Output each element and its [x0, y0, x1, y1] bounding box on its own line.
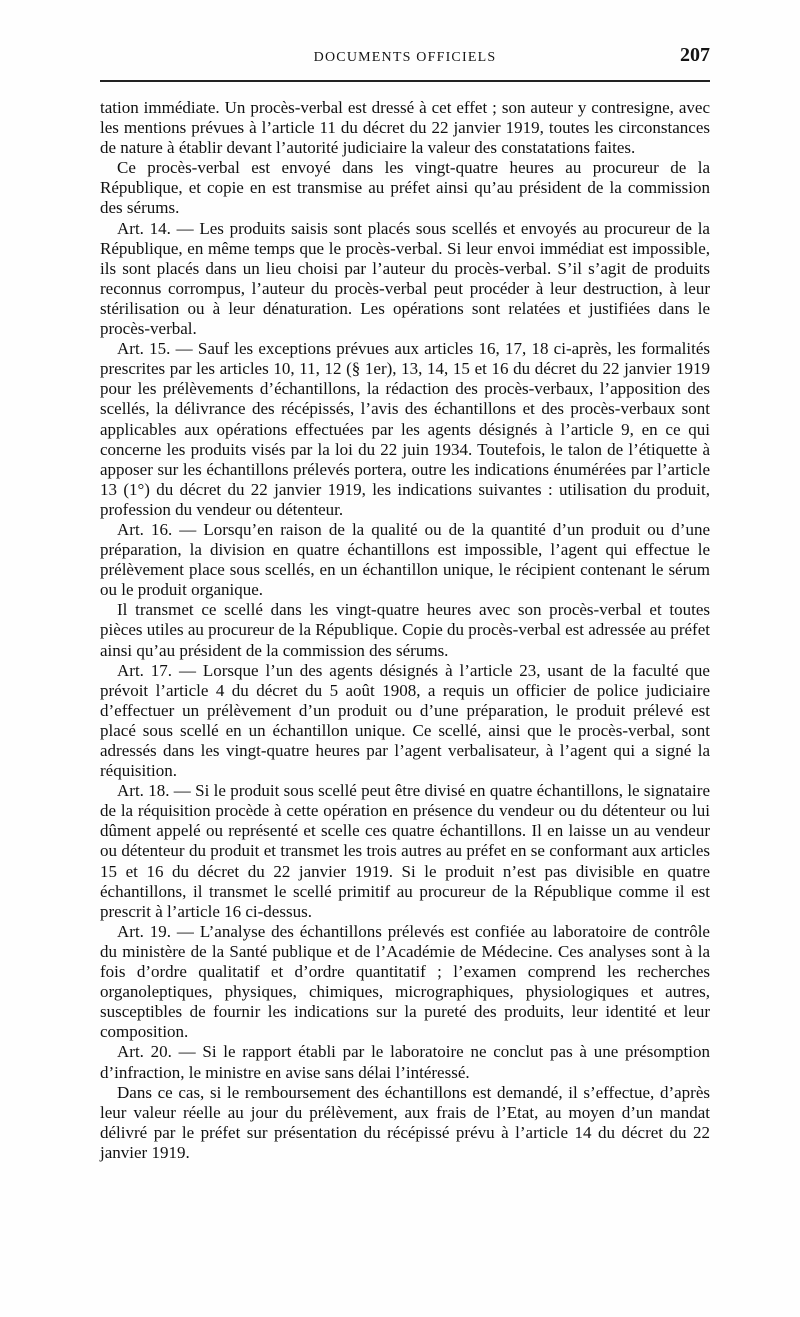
- page-header: [100, 44, 710, 74]
- article-paragraph: [100, 1042, 710, 1082]
- paragraph-text: Il transmet ce scellé dans les vingt-quatre heures avec son procès-verbal et toutes pièces utiles au procureur de la République. Copie du procès-verbal est adressée au préfet ainsi qu’au président de la commission des sérums.: [100, 600, 710, 660]
- paragraph-text: — Lorsque l’un des agents désignés à l’article 23, usant de la faculté que prévoit l’article 4 du décret du 5 août 1908, a requis un officier de police judiciaire d’effectuer un prélèvement d’un produit ou d’une préparation, le produit prélevé est placé sous scellé en un échantillon unique. Ce scellé, ainsi que le procès-verbal, sont adressés dans les vingt-quatre heures par l’agent verbalisateur, à l’agent qui a signé la réquisition.: [100, 660, 710, 781]
- article-paragraph: [100, 219, 710, 340]
- paragraph: [100, 1083, 710, 1163]
- paragraph-text: Dans ce cas, si le remboursement des échantillons est demandé, il s’effectue, d’après leur valeur réelle au jour du prélèvement, aux frais de l’Etat, au moyen d’un mandat délivré par le préfet sur présentation du récépissé prévu à l’article 14 du décret du 22 janvier 1919.: [100, 1082, 710, 1162]
- paragraph-text: — Lorsqu’en raison de la qualité ou de la quantité d’un produit ou d’une préparation, la division en quatre échantillons est impossible, l’agent qui effectue le prélèvement place sous scellés, en un échantillon unique, le récipient contenant le sérum ou le produit organique.: [100, 519, 710, 600]
- paragraph-text: — Les produits saisis sont placés sous scellés et envoyés au procureur de la République, en même temps que le procès-verbal. Si leur envoi immédiat est impossible, ils sont placés dans un lieu choisi par l’auteur du procès-verbal. S’il s’agit de produits reconnus corrompus, l’auteur du procès-verbal peut procéder à leur destruction, à leur stérilisation ou à leur dénaturation. Les opérations sont relatées et justifiées dans le procès-verbal.: [100, 218, 710, 339]
- paragraph: [100, 600, 710, 660]
- paragraph-text: tation immédiate. Un procès-verbal est dressé à cet effet ; son auteur y contresigne, avec les mentions prévues à l’article 11 du décret du 22 janvier 1919, toutes les circonstances de nature à établir devant l’autorité judiciaire la valeur des constatations faites.: [100, 98, 710, 158]
- article-label: Art. 17.: [117, 660, 173, 680]
- article-paragraph: [100, 339, 710, 520]
- running-title: DOCUMENTS OFFICIELS: [313, 50, 497, 65]
- article-paragraph: [100, 781, 710, 922]
- body-text: [100, 98, 710, 1163]
- paragraph-text: — Si le produit sous scellé peut être divisé en quatre échantillons, le signataire de la réquisition procède à cette opération en présence du vendeur ou du détenteur ou lui dûment appelé ou représenté et scelle ces quatre échantillons. Il en laisse un au vendeur ou détenteur du produit et transmet les trois autres au préfet en se conformant aux articles 15 et 16 du décret du 22 janvier 1919. Si le produit n’est pas divisible en quatre échantillons, il transmet le scellé primitif au procureur de la République comme il est prescrit à l’article 16 ci-dessus.: [100, 781, 710, 921]
- article-paragraph: [100, 661, 710, 782]
- article-label: Art. 16.: [117, 519, 173, 539]
- article-paragraph: [100, 922, 710, 1043]
- paragraph: [100, 98, 710, 158]
- article-label: Art. 15.: [117, 339, 171, 359]
- article-label: Art. 20.: [117, 1042, 172, 1062]
- paragraph: [100, 158, 710, 218]
- paragraph-text: — Sauf les exceptions prévues aux articles 16, 17, 18 ci-après, les formalités prescrites par les articles 10, 11, 12 (§ 1er), 13, 14, 15 et 16 du décret du 22 janvier 1919 pour les prélèvements d’échantillons, la rédaction des procès-verbaux, l’apposition des scellés, la délivrance des récépissés, l’avis des échantillons et des procès-verbaux sont applicables aux opérations effectuées par les agents désignés à l’article 9, en ce qui concerne les produits visés par la loi du 22 juin 1934. Toutefois, le talon de l’étiquette à apposer sur les échantillons prélevés portera, outre les indications énumérées par l’article 13 (1°) du décret du 22 janvier 1919, les indications suivantes : utilisation du produit, profession du vendeur ou détenteur.: [100, 339, 711, 519]
- page-number: 207: [680, 44, 710, 66]
- header-rule: [100, 80, 710, 82]
- article-label: Art. 19.: [117, 921, 172, 941]
- article-label: Art. 18.: [117, 781, 170, 801]
- paragraph-text: — Si le rapport établi par le laboratoire ne conclut pas à une présomption d’infraction, le ministre en avise sans délai l’intéressé.: [100, 1042, 710, 1082]
- paragraph-text: — L’analyse des échantillons prélevés est confiée au laboratoire de contrôle du ministère de la Santé publique et de l’Académie de Médecine. Ces analyses sont à la fois d’ordre qualitatif et d’ordre quantitatif ; l’examen comprend les recherches organoleptiques, physiques, chimiques, micrographiques, physiologiques et autres, susceptibles de fournir les indications sur la pureté des produits, leur identité et leur composition.: [100, 921, 710, 1042]
- article-label: Art. 14.: [117, 218, 171, 238]
- article-paragraph: [100, 520, 710, 600]
- paragraph-text: Ce procès-verbal est envoyé dans les vingt-quatre heures au procureur de la République, et copie en est transmise au préfet ainsi qu’au président de la commission des sérums.: [100, 158, 710, 218]
